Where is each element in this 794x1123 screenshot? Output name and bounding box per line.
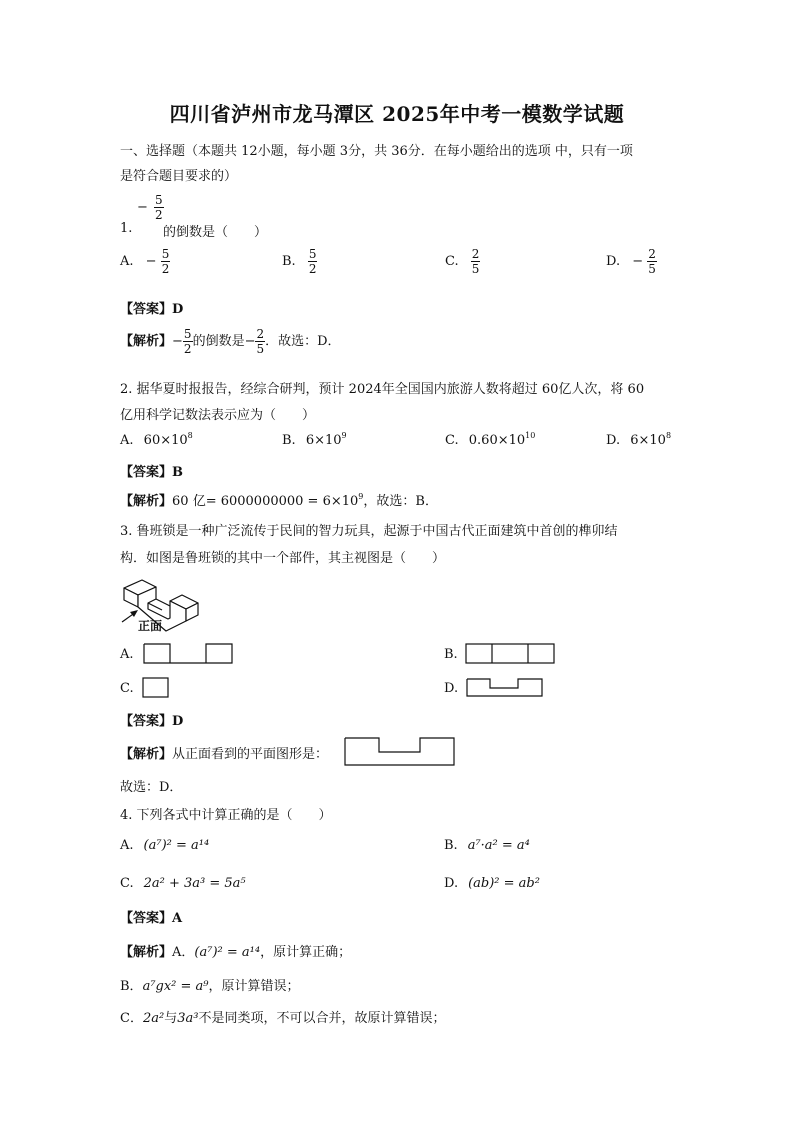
q2-option-b: B. $6\times 10^9$	[282, 431, 347, 448]
q4-stem: 4. 下列各式中计算正确的是（ ）	[120, 808, 332, 823]
q2-option-c: C. $0.60\times 10^{10}$	[445, 431, 536, 448]
q3-option-c-label: C.	[120, 681, 134, 696]
q3-option-d-label: D.	[444, 681, 459, 696]
q3-option-a-shape	[143, 643, 233, 665]
q3-conclusion: 故选：D．	[120, 780, 183, 795]
q4-analysis-c: C．2a²与3a³不是同类项，不可以合并，故原计算错误；	[120, 1011, 446, 1026]
q2-stem-line2: 亿用科学记数法表示应为（ ）	[120, 408, 316, 423]
q3-option-b-shape	[465, 643, 555, 665]
q1-answer: 【答案】D	[120, 302, 184, 317]
q4-analysis-a: 【解析】A．(a⁷)² = a¹⁴，原计算正确；	[120, 945, 352, 960]
q1-stem-fraction: − $\frac{5}{2}$	[137, 193, 163, 222]
q1-option-c: C. $\frac{2}{5}$	[445, 247, 480, 276]
q1-option-a: A. − $\frac{5}{2}$	[120, 247, 170, 276]
q3-option-c-shape	[142, 677, 170, 699]
q4-option-d: D. (ab)² = ab²	[444, 876, 540, 891]
q2-answer: 【答案】B	[120, 465, 183, 480]
q4-option-b: B. a⁷·a² = a⁴	[444, 838, 530, 853]
q3-option-b-label: B.	[444, 647, 458, 662]
q2-analysis: 【解析】60 亿= $6000000000 = 6\times 10^9$，故选：B．	[120, 492, 438, 509]
q1-stem-text: 的倒数是（ ）	[163, 225, 268, 240]
figure-label-front: 正面	[138, 619, 163, 633]
page-title: 四川省泸州市龙马潭区 2025年中考一模数学试题	[169, 102, 625, 126]
section-heading-line1: 一、选择题（本题共 12小题，每小题 3分，共 36分．在每小题给出的选项 中，只有一项	[120, 144, 633, 159]
q3-stem-line1: 3. 鲁班锁是一种广泛流传于民间的智力玩具，起源于中国古代正面建筑中首创的榫卯结	[120, 524, 618, 539]
q4-analysis-b: B．a⁷gx² = a⁹，原计算错误；	[120, 979, 300, 994]
q3-stem-line2: 构．如图是鲁班锁的其中一个部件，其主视图是（ ）	[120, 551, 446, 566]
luban-lock-figure	[118, 574, 208, 634]
section-heading-line2: 是符合题目要求的）	[120, 169, 238, 184]
q3-analysis: 【解析】从正面看到的平面图形是：	[120, 747, 329, 762]
q2-option-d: D. $6\times 10^8$	[606, 431, 672, 448]
q3-analysis-shape	[344, 737, 456, 767]
q4-option-a: A. (a⁷)² = a¹⁴	[120, 838, 210, 853]
q2-option-a: A. $60\times 10^8$	[120, 431, 193, 448]
q1-option-d: D. − $\frac{2}{5}$	[606, 247, 656, 276]
q3-option-d-shape	[466, 678, 544, 698]
q4-answer: 【答案】A	[120, 911, 183, 926]
q1-analysis: 【解析】− $\frac{5}{2}$ 的倒数是− $\frac{2}{5}$ ．故选：D．	[120, 327, 341, 356]
q4-option-c: C. 2a² + 3a³ = 5a⁵	[120, 876, 246, 891]
q1-option-b: B. $\frac{5}{2}$	[282, 247, 317, 276]
q3-answer: 【答案】D	[120, 714, 184, 729]
q3-option-a-label: A.	[120, 647, 134, 662]
q2-stem-line1: 2. 据华夏时报报告，经综合研判，预计 2024年全国国内旅游人数将超过 60亿人次，将 60	[120, 382, 645, 397]
q1-number: 1.	[120, 221, 133, 236]
